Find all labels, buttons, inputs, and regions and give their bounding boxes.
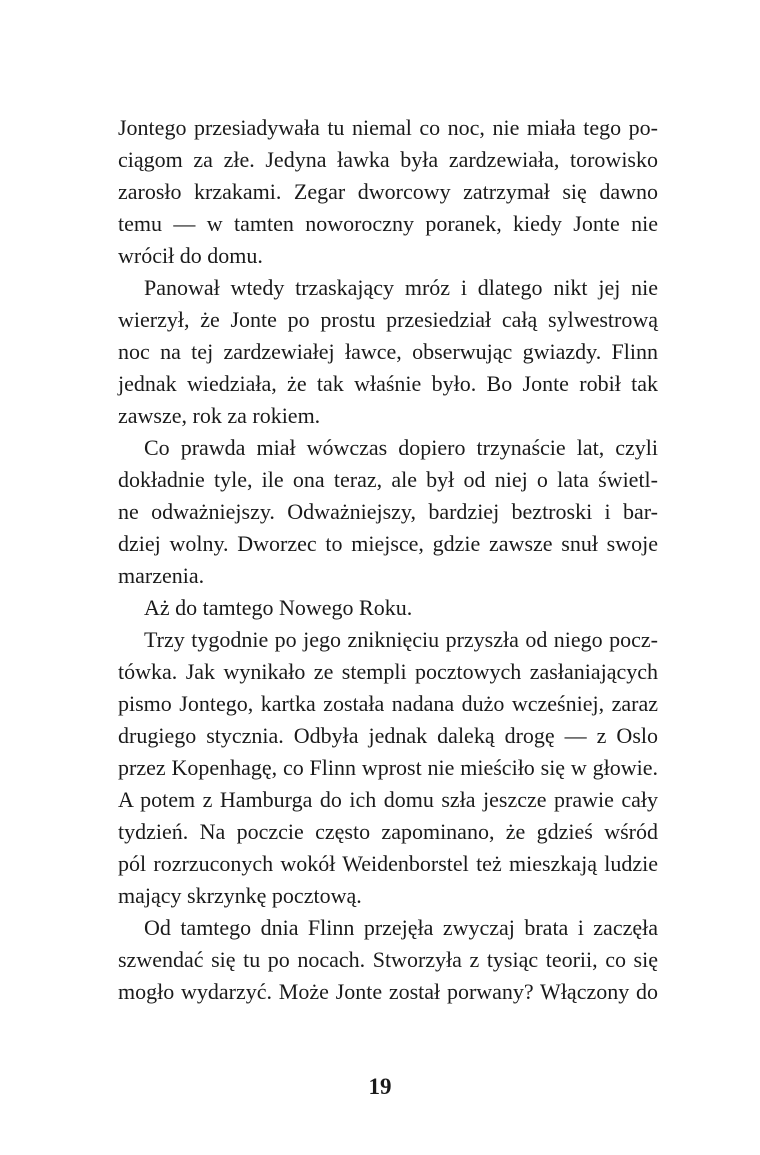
- text-line: wierzył, że Jonte po prostu przesiedział całą sylwestrową: [118, 307, 658, 332]
- text-line: A potem z Hamburga do ich domu szła jeszcze prawie cały: [118, 787, 658, 812]
- text-line: dziej wolny. Dworzec to miejsce, gdzie zawsze snuł swoje: [118, 531, 658, 556]
- text-line: temu — w tamten noworoczny poranek, kiedy Jonte nie: [118, 211, 658, 236]
- text-line: Jontego przesiadywała tu niemal co noc, nie miała tego po-: [118, 115, 658, 140]
- text-line: noc na tej zardzewiałej ławce, obserwując gwiazdy. Flinn: [118, 339, 658, 364]
- text-line: drugiego stycznia. Odbyła jednak daleką drogę — z Oslo: [118, 723, 658, 748]
- text-line: Trzy tygodnie po jego zniknięciu przyszła od niego pocz-: [144, 627, 658, 652]
- text-line: zawsze, rok za rokiem.: [118, 403, 321, 428]
- text-line: ciągom za złe. Jedyna ławka była zardzewiała, torowisko: [118, 147, 658, 172]
- text-line: wrócił do domu.: [118, 243, 263, 268]
- text-line: Od tamtego dnia Flinn przejęła zwyczaj brata i zaczęła: [144, 915, 658, 940]
- page-number: 19: [368, 1074, 392, 1099]
- text-line: mogło wydarzyć. Może Jonte został porwany? Włączony do: [118, 979, 658, 1004]
- text-line: Co prawda miał wówczas dopiero trzynaście lat, czyli: [144, 435, 658, 460]
- text-line: tydzień. Na poczcie często zapominano, że gdzieś wśród: [118, 819, 658, 844]
- text-line: marzenia.: [118, 563, 205, 588]
- text-line: pól rozrzuconych wokół Weidenborstel też mieszkają ludzie: [118, 851, 658, 876]
- text-line: jednak wiedziała, że tak właśnie było. Bo Jonte robił tak: [118, 371, 658, 396]
- text-line: przez Kopenhagę, co Flinn wprost nie mieściło się w głowie.: [118, 755, 658, 780]
- text-line: tówka. Jak wynikało ze stempli pocztowych zasłaniających: [118, 659, 658, 684]
- text-line: dokładnie tyle, ile ona teraz, ale był od niej o lata świetl-: [118, 467, 658, 492]
- text-line: ne odważniejszy. Odważniejszy, bardziej beztroski i bar-: [118, 499, 658, 524]
- text-line: Aż do tamtego Nowego Roku.: [144, 595, 413, 620]
- text-line: pismo Jontego, kartka została nadana dużo wcześniej, zaraz: [118, 691, 658, 716]
- body-text: [118, 112, 658, 1008]
- text-line: mający skrzynkę pocztową.: [118, 883, 362, 908]
- text-line: zarosło krzakami. Zegar dworcowy zatrzymał się dawno: [118, 179, 658, 204]
- text-line: Panował wtedy trzaskający mróz i dlatego nikt jej nie: [144, 275, 658, 300]
- text-line: szwendać się tu po nocach. Stworzyła z tysiąc teorii, co się: [118, 947, 658, 972]
